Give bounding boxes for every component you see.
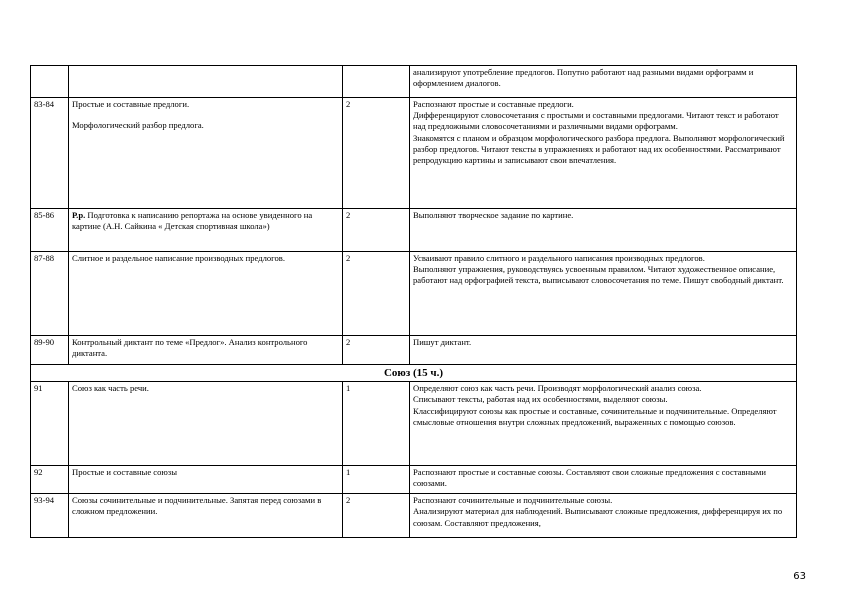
lesson-topic-text: Простые и составные предлоги. bbox=[72, 99, 190, 109]
table-row bbox=[31, 466, 797, 494]
lesson-number-cell: 87-88 bbox=[31, 252, 69, 336]
lesson-topic-cell bbox=[69, 209, 343, 252]
lesson-topic-cell bbox=[69, 252, 343, 336]
activity-text: Списывают тексты, работая над их особенностями, выделяют союзы. bbox=[413, 394, 668, 405]
student-activities-cell bbox=[410, 252, 797, 336]
activity-text: Выполняют упражнения, руководствуясь усвоенным правилом. Читают художественное описание, работают над орфографией текста, выписывают словосочетания по теме. Пишут свободный диктант. bbox=[413, 264, 784, 286]
activity-text: Определяют союз как часть речи. Производят морфологический анализ союза. bbox=[413, 383, 702, 394]
table-row bbox=[31, 494, 797, 538]
student-activities-cell bbox=[410, 466, 797, 494]
hours-cell: 2 bbox=[343, 252, 410, 336]
lesson-topic-text: Контрольный диктант по теме «Предлог». Анализ контрольного диктанта. bbox=[72, 337, 308, 359]
speech-development-marker: Р.р. bbox=[72, 210, 86, 220]
lesson-topic-text: Союз как часть речи. bbox=[72, 383, 149, 394]
activity-text: Пишут диктант. bbox=[413, 337, 472, 347]
activity-text: Усваивают правило слитного и раздельного написания производных предлогов. bbox=[413, 253, 705, 263]
hours-cell: 2 bbox=[343, 209, 410, 252]
activity-text: Знакомятся с планом и образцом морфологического разбора предлога. Выполняют морфологический разбор предлогов. Читают тексты в упражнениях и работают над их особенностями. Рассматривают репродукцию картины и записывают свои впечатления. bbox=[413, 132, 785, 165]
lesson-topic-text: Союзы сочинительные и подчинительные. Запятая перед союзами в сложном предложении. bbox=[72, 495, 322, 517]
lesson-number-cell: 83-84 bbox=[31, 98, 69, 209]
lesson-number-cell: 92 bbox=[31, 466, 69, 494]
hours-cell: 2 bbox=[343, 336, 410, 365]
lesson-topic-cell bbox=[69, 98, 343, 209]
lesson-topic-cell bbox=[69, 66, 343, 98]
lesson-number-cell: 91 bbox=[31, 382, 69, 466]
activity-text: Анализируют материал для наблюдений. Выписывают сложные предложения, дифференцируя их по союзам. Составляют предложения, bbox=[413, 506, 783, 528]
table-row bbox=[31, 98, 797, 209]
student-activities-cell bbox=[410, 98, 797, 209]
table-row bbox=[31, 209, 797, 252]
lesson-number-cell: 89-90 bbox=[31, 336, 69, 365]
lesson-number-cell: 85-86 bbox=[31, 209, 69, 252]
table-row bbox=[31, 336, 797, 365]
page-number: 63 bbox=[793, 571, 806, 582]
thematic-plan-table bbox=[30, 65, 797, 538]
lesson-topic-text: Подготовка к написанию репортажа на основе увиденного на картине (А.Н. Сайкина « Детская спортивная школа») bbox=[72, 210, 313, 232]
lesson-topic-text bbox=[72, 110, 339, 120]
student-activities-cell bbox=[410, 494, 797, 538]
student-activities-cell bbox=[410, 66, 797, 98]
student-activities-cell bbox=[410, 336, 797, 365]
hours-cell: 2 bbox=[343, 494, 410, 538]
lesson-topic-text: Простые и составные союзы bbox=[72, 467, 177, 478]
lesson-topic-text: Морфологический разбор предлога. bbox=[72, 120, 204, 131]
hours-cell: 1 bbox=[343, 382, 410, 466]
table-row bbox=[31, 252, 797, 336]
lesson-topic-cell bbox=[69, 466, 343, 494]
table-row bbox=[31, 382, 797, 466]
section-row bbox=[31, 365, 797, 382]
activity-text: Дифференцируют словосочетания с простыми и составными предлогами. Читают текст и работают над предложными словосочетаниями и различными видами орфограмм. bbox=[413, 110, 779, 132]
lesson-number-cell bbox=[31, 66, 69, 98]
table-row bbox=[31, 66, 797, 98]
lesson-number-cell: 93-94 bbox=[31, 494, 69, 538]
hours-cell: 1 bbox=[343, 466, 410, 494]
student-activities-cell bbox=[410, 382, 797, 466]
lesson-topic-cell bbox=[69, 336, 343, 365]
lesson-topic-text: Слитное и раздельное написание производных предлогов. bbox=[72, 253, 285, 263]
lesson-topic-cell bbox=[69, 494, 343, 538]
hours-cell: 2 bbox=[343, 98, 410, 209]
activity-text: Распознают простые и составные предлоги. bbox=[413, 99, 574, 109]
activity-text: Распознают сочинительные и подчинительные союзы. bbox=[413, 495, 613, 506]
activity-text: анализируют употребление предлогов. Попутно работают над разными видами орфограмм и оформлением диалогов. bbox=[413, 67, 754, 89]
student-activities-cell bbox=[410, 209, 797, 252]
activity-text: Выполняют творческое задание по картине. bbox=[413, 210, 574, 220]
activity-text: Распознают простые и составные союзы. Составляют свои сложные предложения с составными союзами. bbox=[413, 467, 766, 489]
hours-cell bbox=[343, 66, 410, 98]
lesson-topic-cell bbox=[69, 382, 343, 466]
table-body bbox=[31, 66, 797, 538]
activity-text: Классифицируют союзы как простые и составные, сочинительные и подчинительные. Определяют смысловые отношения внутри сложных предложений, выраженных с помощью союзов. bbox=[413, 405, 777, 427]
section-title: Союз (15 ч.) bbox=[31, 365, 797, 382]
